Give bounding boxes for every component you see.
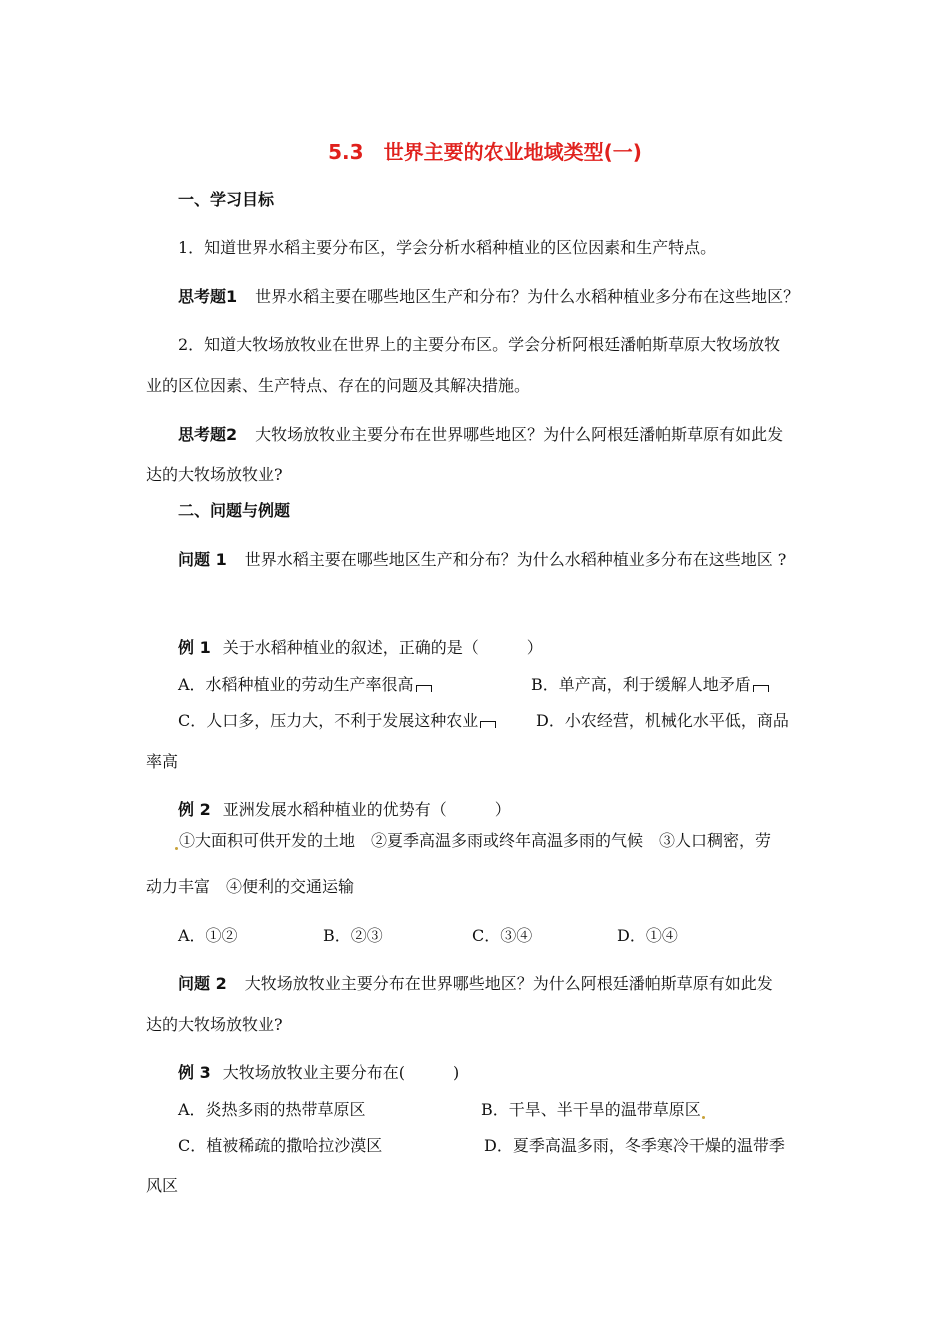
tick-mark-icon (480, 721, 496, 728)
example-3-option-a: A．炎热多雨的热带草原区 (178, 1100, 366, 1119)
problem-2-line-2: 达的大牧场放牧业? (146, 1015, 283, 1034)
think-question-2-text: 大牧场放牧业主要分布在世界哪些地区？为什么阿根廷潘帕斯草原有如此发 (255, 425, 784, 444)
think-question-1-label: 思考题1 (178, 287, 238, 306)
problem-2 (178, 974, 773, 994)
goal-2-line-2: 业的区位因素、生产特点、存在的问题及其解决措施。 (146, 376, 531, 395)
example-1-option-d: D．小农经营，机械化水平低，商品 (536, 711, 789, 730)
example-2-items: ①大面积可供开发的土地 ②夏季高温多雨或终年高温多雨的气候 ③人口稠密，劳 (174, 831, 771, 851)
example-2-text: 亚洲发展水稻种植业的优势有（ ） (222, 800, 511, 819)
problem-2-text: 大牧场放牧业主要分布在世界哪些地区？为什么阿根廷潘帕斯草原有如此发 (244, 974, 773, 993)
problem-1-text: 世界水稻主要在哪些地区生产和分布？为什么水稻种植业多分布在这些地区 ? (244, 550, 787, 569)
think-question-2 (178, 425, 783, 445)
example-2-option-a: A．①② (178, 926, 238, 945)
example-3-option-d-line-2: 风区 (146, 1176, 179, 1195)
marker-dot-icon (175, 847, 178, 850)
goal-2-line-1: 2．知道大牧场放牧业在世界上的主要分布区。学会分析阿根廷潘帕斯草原大牧场放牧 (178, 335, 781, 354)
tick-mark-icon (753, 685, 769, 692)
think-question-2-label: 思考题2 (178, 425, 238, 444)
example-1-text: 关于水稻种植业的叙述，正确的是（ ） (222, 638, 543, 657)
section-heading-problems: 二、问题与例题 (178, 501, 291, 520)
example-2-option-d: D．①④ (617, 926, 678, 945)
example-1-option-d-line-2: 率高 (146, 752, 179, 771)
example-1-option-a: A．水稻种植业的劳动生产率很高 (178, 675, 432, 695)
problem-1 (178, 550, 786, 570)
marker-dot-icon (702, 1116, 705, 1119)
example-3-text: 大牧场放牧业主要分布在( ) (222, 1063, 460, 1082)
example-2-option-c: C．③④ (472, 926, 533, 945)
example-2 (178, 800, 511, 820)
example-3-option-d: D．夏季高温多雨，冬季寒冷干燥的温带季 (484, 1136, 785, 1155)
example-2-items-line-2: 动力丰富 ④便利的交通运输 (146, 877, 355, 896)
think-question-1 (178, 287, 799, 307)
problem-2-label: 问题 2 (178, 974, 227, 993)
example-1-option-c: C．人口多，压力大，不利于发展这种农业 (178, 711, 496, 731)
tick-mark-icon (416, 685, 432, 692)
example-3-option-b: B．干旱、半干旱的温带草原区 (481, 1100, 706, 1120)
document-title: 5.3 世界主要的农业地域类型(一) (328, 140, 642, 164)
example-1 (178, 638, 543, 658)
example-3-option-c: C．植被稀疏的撒哈拉沙漠区 (178, 1136, 383, 1155)
think-question-2-line-2: 达的大牧场放牧业? (146, 465, 283, 484)
problem-1-label: 问题 1 (178, 550, 227, 569)
example-2-option-b: B．②③ (323, 926, 383, 945)
example-2-label: 例 2 (178, 800, 211, 819)
example-1-label: 例 1 (178, 638, 211, 657)
section-heading-goals: 一、学习目标 (178, 190, 275, 209)
example-3 (178, 1063, 459, 1083)
think-question-1-text: 世界水稻主要在哪些地区生产和分布？为什么水稻种植业多分布在这些地区？ (255, 287, 800, 306)
example-3-label: 例 3 (178, 1063, 211, 1082)
example-1-option-b: B．单产高，利于缓解人地矛盾 (531, 675, 769, 695)
goal-1: 1．知道世界水稻主要分布区，学会分析水稻种植业的区位因素和生产特点。 (178, 238, 717, 257)
